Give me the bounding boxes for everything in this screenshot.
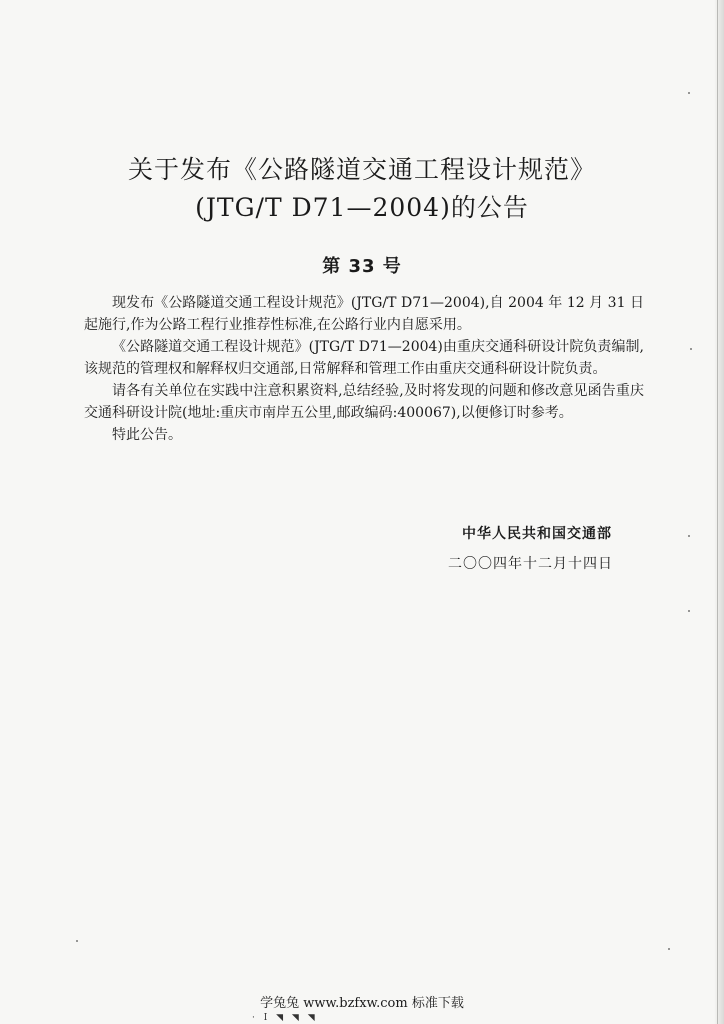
announcement-number: 第 33 号 — [322, 256, 402, 277]
footer-scan-mark: · I ◥ ◥ ◥ — [252, 1013, 318, 1023]
paragraph-2: 《公路隧道交通工程设计规范》(JTG/T D71—2004)由重庆交通科研设计院负责编制,该规范的管理权和解释权归交通部,日常解释和管理工作由重庆交通科研设计院负责。 — [84, 339, 644, 377]
scan-speck — [668, 948, 670, 950]
signature-organization: 中华人民共和国交通部 — [462, 526, 612, 542]
scan-speck — [690, 348, 692, 350]
document-title-line-2: (JTG/T D71—2004)的公告 — [195, 193, 529, 222]
scan-speck — [76, 940, 78, 942]
scan-speck — [688, 610, 690, 612]
signature-block — [448, 523, 648, 573]
announcement-body — [84, 292, 644, 446]
signature-date: 二〇〇四年十二月十四日 — [448, 556, 613, 572]
document-title-line-1: 关于发布《公路隧道交通工程设计规范》 — [127, 155, 596, 184]
paragraph-4: 特此公告。 — [112, 427, 182, 443]
paragraph-1: 现发布《公路隧道交通工程设计规范》(JTG/T D71—2004),自 2004 年 12 月 31 日起施行,作为公路工程行业推荐性标准,在公路行业内自愿采用。 — [84, 295, 644, 333]
paragraph-3: 请各有关单位在实践中注意积累资料,总结经验,及时将发现的问题和修改意见函告重庆交通科研设计院(地址:重庆市南岸五公里,邮政编码:400067),以便修订时参考。 — [84, 383, 644, 421]
scan-speck — [688, 535, 690, 537]
scan-speck — [688, 92, 690, 94]
footer-watermark: 学兔兔 www.bzfxw.com 标准下载 — [260, 996, 464, 1011]
